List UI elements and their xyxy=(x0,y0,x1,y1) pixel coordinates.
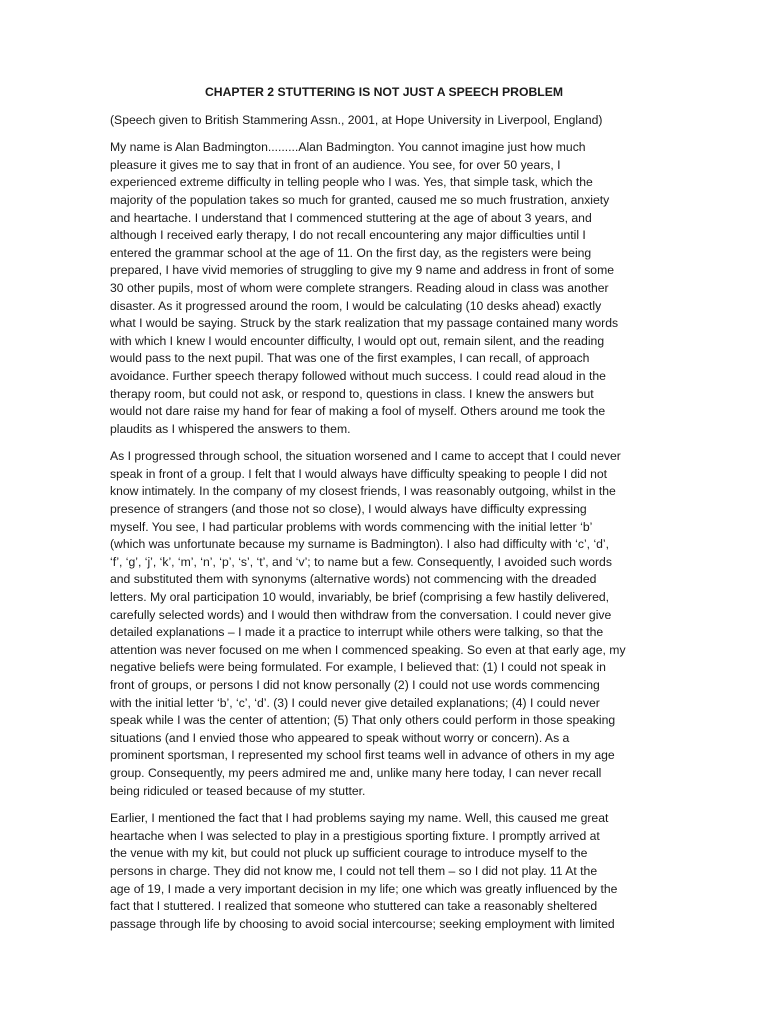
paragraph xyxy=(110,810,658,933)
text-line: speak in front of a group. I felt that I would always have difficulty speaking to people I did not xyxy=(110,466,608,481)
text-line: presence of strangers (and those not so close), I would always have difficulty expressing xyxy=(110,502,587,517)
text-line: the venue with my kit, but could not pluck up sufficient courage to introduce myself to the xyxy=(110,846,588,861)
text-line: being ridiculed or teased because of my stutter. xyxy=(110,783,366,798)
text-line: group. Consequently, my peers admired me and, unlike many here today, I can never recall xyxy=(110,765,602,780)
text-line: disaster. As it progressed around the room, I would be calculating (10 desks ahead) exactly xyxy=(110,298,602,313)
text-line: would not dare raise my hand for fear of making a fool of myself. Others around me took the xyxy=(110,404,606,419)
text-line: experienced extreme difficulty in telling people who I was. Yes, that simple task, which the xyxy=(110,175,593,190)
text-line: letters. My oral participation 10 would, invariably, be brief (comprising a few hastily delivered, xyxy=(110,590,610,605)
text-line: negative beliefs were being formulated. For example, I believed that: (1) I could not speak in xyxy=(110,660,606,675)
text-line: pleasure it gives me to say that in front of an audience. You see, for over 50 years, I xyxy=(110,157,561,172)
text-line: although I received early therapy, I do not recall encountering any major difficulties until I xyxy=(110,228,586,243)
paragraph xyxy=(110,448,658,800)
text-line: entered the grammar school at the age of 11. On the first day, as the registers were being xyxy=(110,245,592,260)
speech-subtitle: (Speech given to British Stammering Assn., 2001, at Hope University in Liverpool, England) xyxy=(110,112,603,127)
text-line: age of 19, I made a very important decision in my life; one which was greatly influenced by the xyxy=(110,881,618,896)
text-line: speak while I was the center of attention; (5) That only others could perform in those speaking xyxy=(110,713,616,728)
text-line: passage through life by choosing to avoid social intercourse; seeking employment with limited xyxy=(110,916,615,931)
text-line: myself. You see, I had particular problems with words commencing with the initial letter ‘b’ xyxy=(110,519,593,534)
text-line: avoidance. Further speech therapy followed without much success. I could read aloud in the xyxy=(110,368,606,383)
paragraph-list xyxy=(110,139,658,933)
text-line: plaudits as I whispered the answers to them. xyxy=(110,421,351,436)
text-line: know intimately. In the company of my closest friends, I was reasonably outgoing, whilst in the xyxy=(110,484,616,499)
text-line: therapy room, but could not ask, or respond to, questions in class. I knew the answers but xyxy=(110,386,594,401)
text-line: and substituted them with synonyms (alternative words) not commencing with the dreaded xyxy=(110,572,597,587)
text-line: persons in charge. They did not know me, I could not tell them – so I did not play. 11 At the xyxy=(110,863,598,878)
paragraph xyxy=(110,139,658,438)
document-body xyxy=(110,84,658,943)
text-line: prominent sportsman, I represented my school first teams well in advance of others in my age xyxy=(110,748,615,763)
text-line: with the initial letter ‘b’, ‘c’, ‘d’. (3) I could never give detailed explanations; (4) I could never xyxy=(110,695,600,710)
text-line: heartache when I was selected to play in a prestigious sporting fixture. I promptly arrived at xyxy=(110,828,600,843)
text-line: situations (and I envied those who appeared to speak without worry or concern). As a xyxy=(110,730,570,745)
text-line: front of groups, or persons I did not know personally (2) I could not use words commencing xyxy=(110,678,600,692)
text-line: prepared, I have vivid memories of struggling to give my 9 name and address in front of some xyxy=(110,263,615,278)
text-line: ‘f’, ‘g’, ‘j’, ‘k’, ‘m’, ‘n’, ‘p’, ‘s’, ‘t’, and ‘v’; to name but a few. Consequently, I avoided such words xyxy=(110,554,612,569)
text-line: 30 other pupils, most of whom were complete strangers. Reading aloud in class was another xyxy=(110,280,609,295)
text-line: carefully selected words) and I would then withdraw from the conversation. I could never give xyxy=(110,607,612,622)
text-line: what I would be saying. Struck by the stark realization that my passage contained many words xyxy=(110,316,619,331)
text-line: would pass to the next pupil. That was one of the first examples, I can recall, of approach xyxy=(110,351,590,366)
text-line: My name is Alan Badmington.........Alan Badmington. You cannot imagine just how much xyxy=(110,140,586,155)
text-line: majority of the population takes so much for granted, caused me so much frustration, anxiety xyxy=(110,192,610,207)
text-line: (which was unfortunate because my surname is Badmington). I also had difficulty with ‘c’, ‘d’, xyxy=(110,537,610,552)
text-line: with which I knew I would encounter difficulty, I would opt out, remain silent, and the reading xyxy=(110,333,605,348)
text-line: and heartache. I understand that I commenced stuttering at the age of about 3 years, and xyxy=(110,210,592,225)
text-line: attention was never focused on me when I commenced speaking. So even at that early age, my xyxy=(110,642,626,657)
text-line: fact that I stuttered. I realized that someone who stuttered can take a reasonably sheltered xyxy=(110,899,598,914)
text-line: detailed explanations – I made it a practice to interrupt while others were talking, so that the xyxy=(110,625,604,640)
chapter-title: CHAPTER 2 STUTTERING IS NOT JUST A SPEECH PROBLEM xyxy=(205,85,563,99)
text-line: As I progressed through school, the situation worsened and I came to accept that I could never xyxy=(110,449,621,464)
text-line: Earlier, I mentioned the fact that I had problems saying my name. Well, this caused me great xyxy=(110,811,609,826)
